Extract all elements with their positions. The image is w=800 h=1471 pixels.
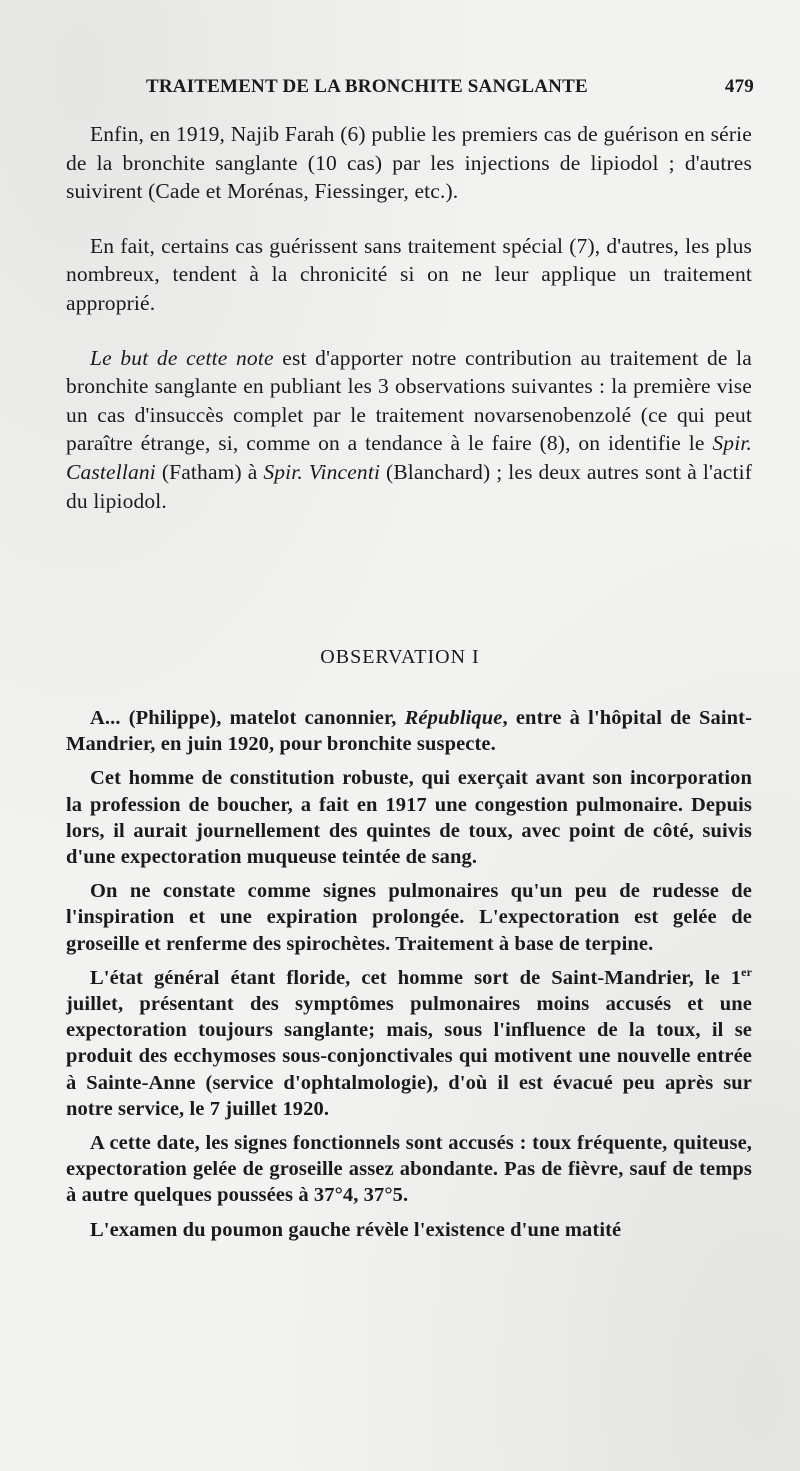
observation-paragraph-patient: A... (Philippe), matelot canonnier, République, entre à l'hôpital de Saint-Mandrier, en juin 1920, pour bronchite suspecte. bbox=[66, 707, 752, 756]
observation-paragraph-symptoms: A cette date, les signes fonctionnels sont accusés : toux fréquente, quiteuse, expectoration gelée de groseille assez abondante. Pas de fièvre, sauf de temps à autre quelques poussées à 37°4, 37°5. bbox=[66, 1132, 752, 1207]
observation-paragraph-history: Cet homme de constitution robuste, qui exerçait avant son incorporation la profession de boucher, a fait en 1917 une congestion pulmonaire. Depuis lors, il aurait journellement des quintes de toux, avec point de côté, suivis d'une expectoration muqueuse teintée de sang. bbox=[66, 767, 752, 869]
page-number: 479 bbox=[724, 76, 754, 97]
introduction-text bbox=[66, 120, 752, 515]
section-heading: OBSERVATION I bbox=[320, 646, 480, 668]
species-vincenti: Spir. Vincenti bbox=[263, 459, 381, 484]
observation-paragraph-exam: L'examen du poumon gauche révèle l'existence d'une matité bbox=[90, 1218, 622, 1241]
paragraph-chronicite: En fait, certains cas guérissent sans traitement spécial (7), d'autres, les plus nombreux, tendent à la chronicité si on ne leur applique un traitement approprié. bbox=[66, 233, 752, 315]
observation-paragraph-evolution: L'état général étant floride, cet homme sort de Saint-Mandrier, le 1er juillet, présentant des symptômes pulmonaires moins accusés et une expectoration toujours sanglante; mais, sous l'influence de la toux, il se produit des ecchymoses sous-conjonctivales qui motivent une nouvelle entrée à Sainte-Anne (service d'ophtalmologie), d'où il est évacué peu après sur notre service, le 7 juillet 1920. bbox=[66, 965, 752, 1120]
paragraph-but-de-la-note: Le but de cette note est d'apporter notre contribution au traitement de la bronchite sanglante en publiant les 3 observations suivantes : la première vise un cas d'insuccès complet par le traitement novarsenobenzolé (ce qui peut paraître étrange, si, comme on a tendance à le faire (8), on identifie le Spir. Castellani (Fatham) à Spir. Vincenti (Blanchard) ; les deux autres sont à l'actif du lipiodol. bbox=[66, 345, 753, 513]
species-castellani: Spir. Castellani bbox=[66, 431, 752, 484]
observation-text bbox=[66, 705, 752, 1251]
running-head bbox=[146, 76, 754, 98]
running-head-title: TRAITEMENT DE LA BRONCHITE SANGLANTE bbox=[146, 76, 588, 97]
paragraph-najib-farah: Enfin, en 1919, Najib Farah (6) publie les premiers cas de guérison en série de la bronchite sanglante (10 cas) par les injections de lipiodol ; d'autres suivirent (Cade et Morénas, Fiessinger, etc.). bbox=[66, 122, 752, 204]
observation-paragraph-signs: On ne constate comme signes pulmonaires qu'un peu de rudesse de l'inspiration et une expiration prolongée. L'expectoration est gelée de groseille et renferme des spirochètes. Traitement à base de terpine. bbox=[66, 880, 752, 955]
ship-name: République bbox=[404, 707, 503, 729]
italic-lead: Le but de cette note bbox=[90, 345, 274, 370]
